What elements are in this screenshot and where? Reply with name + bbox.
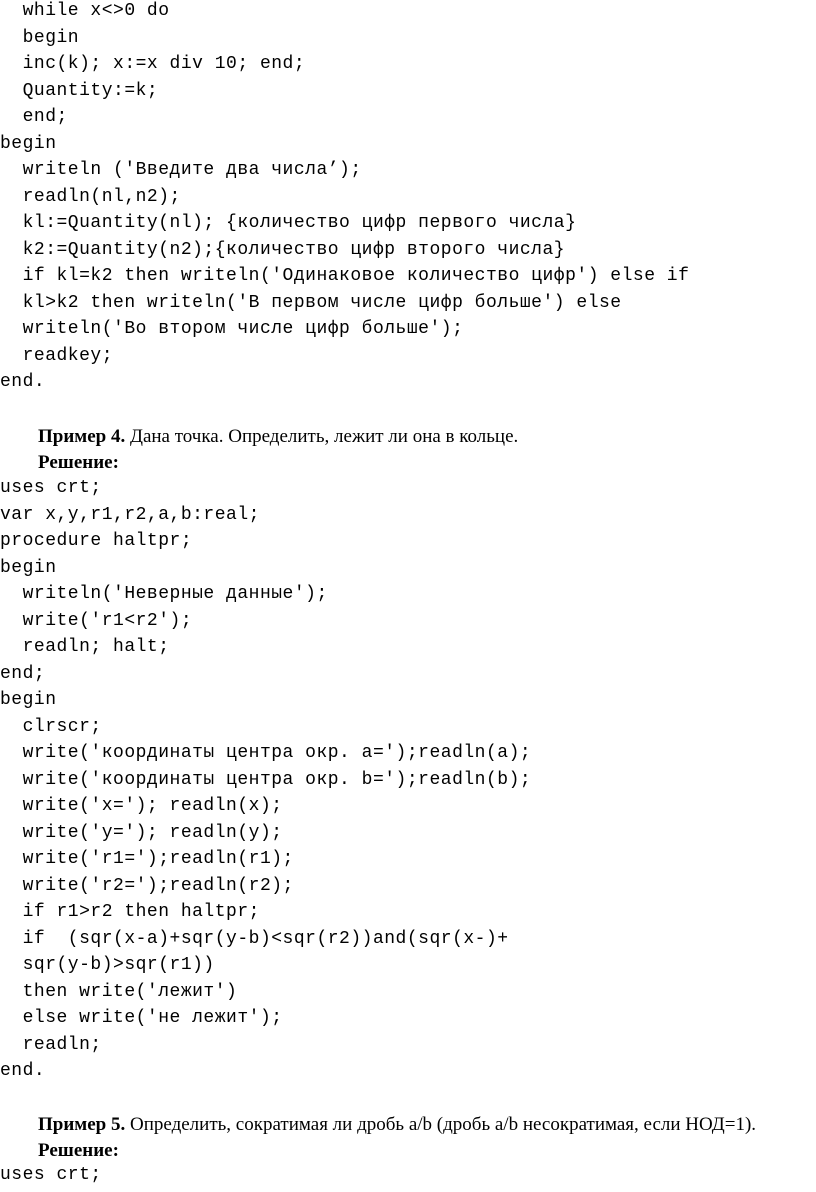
solution-label: Решение: xyxy=(38,452,119,473)
code-line: end; xyxy=(0,663,46,684)
code-line: kl:=Quantity(nl); {количество цифр первого числа} xyxy=(0,213,577,233)
code-line: while x<>0 do xyxy=(0,1,170,21)
example-5-text: Определить, сократимая ли дробь a/b (дробь a/b несократимая, если НОД=1). xyxy=(125,1114,757,1135)
code-line: readkey; xyxy=(0,345,114,366)
code-line: write('x='); readln(x); xyxy=(0,796,283,816)
code-line: begin xyxy=(0,133,57,154)
code-line: end. xyxy=(0,1061,46,1081)
code-line: write('r1=');readln(r1); xyxy=(0,849,294,869)
code-line: then write('лежит') xyxy=(0,981,238,1002)
example-4-solution xyxy=(38,450,119,476)
code-block-ring xyxy=(0,475,531,1085)
code-block-quantity xyxy=(0,0,689,396)
code-line: readln; xyxy=(0,1034,102,1055)
code-line: write('координаты центра окр. a=');readln(a); xyxy=(0,743,532,763)
code-line: readln(nl,n2); xyxy=(0,186,181,207)
code-block-fraction xyxy=(0,1162,102,1189)
code-line: write('r1<r2'); xyxy=(0,610,193,631)
code-line: else write('не лежит'); xyxy=(0,1008,283,1028)
code-line: writeln('Во втором числе цифр больше'); xyxy=(0,319,464,339)
code-line: writeln ('Введите два числа’); xyxy=(0,160,362,180)
example-4-label: Пример 4. xyxy=(38,426,126,447)
code-line: uses crt; xyxy=(0,1165,102,1185)
code-line: begin xyxy=(0,557,57,578)
code-line: Quantity:=k; xyxy=(0,80,159,101)
code-line: inc(k); x:=x div 10; end; xyxy=(0,54,306,74)
code-line: begin xyxy=(0,690,57,710)
code-line: end; xyxy=(0,107,68,127)
code-line: write('r2=');readln(r2); xyxy=(0,875,294,896)
example-5-label: Пример 5. xyxy=(38,1114,126,1135)
code-line: if r1>r2 then haltpr; xyxy=(0,902,260,922)
example-4-heading xyxy=(38,424,518,450)
code-line: write('y='); readln(y); xyxy=(0,822,283,843)
code-line: uses crt; xyxy=(0,478,102,498)
code-line: readln; halt; xyxy=(0,637,170,657)
code-line: k2:=Quantity(n2);{количество цифр второго числа} xyxy=(0,239,566,260)
example-5-heading xyxy=(38,1112,756,1138)
code-line: writeln('Неверные данные'); xyxy=(0,584,328,604)
example-4-text: Дана точка. Определить, лежит ли она в кольце. xyxy=(125,426,519,447)
code-line: if (sqr(x-a)+sqr(y-b)<sqr(r2))and(sqr(x-)+ xyxy=(0,928,509,949)
code-line: clrscr; xyxy=(0,716,102,737)
code-line: end. xyxy=(0,372,46,392)
code-line: var x,y,r1,r2,a,b:real; xyxy=(0,504,260,525)
solution-label: Решение: xyxy=(38,1140,119,1161)
code-line: procedure haltpr; xyxy=(0,531,193,551)
example-5-solution xyxy=(38,1138,119,1164)
code-line: kl>k2 then writeln('В первом числе цифр больше') else xyxy=(0,292,622,313)
code-line: begin xyxy=(0,27,80,48)
code-line: write('координаты центра окр. b=');readln(b); xyxy=(0,769,532,790)
code-line: if kl=k2 then writeln('Одинаковое количество цифр') else if xyxy=(0,266,690,286)
code-line: sqr(y-b)>sqr(r1)) xyxy=(0,955,215,975)
